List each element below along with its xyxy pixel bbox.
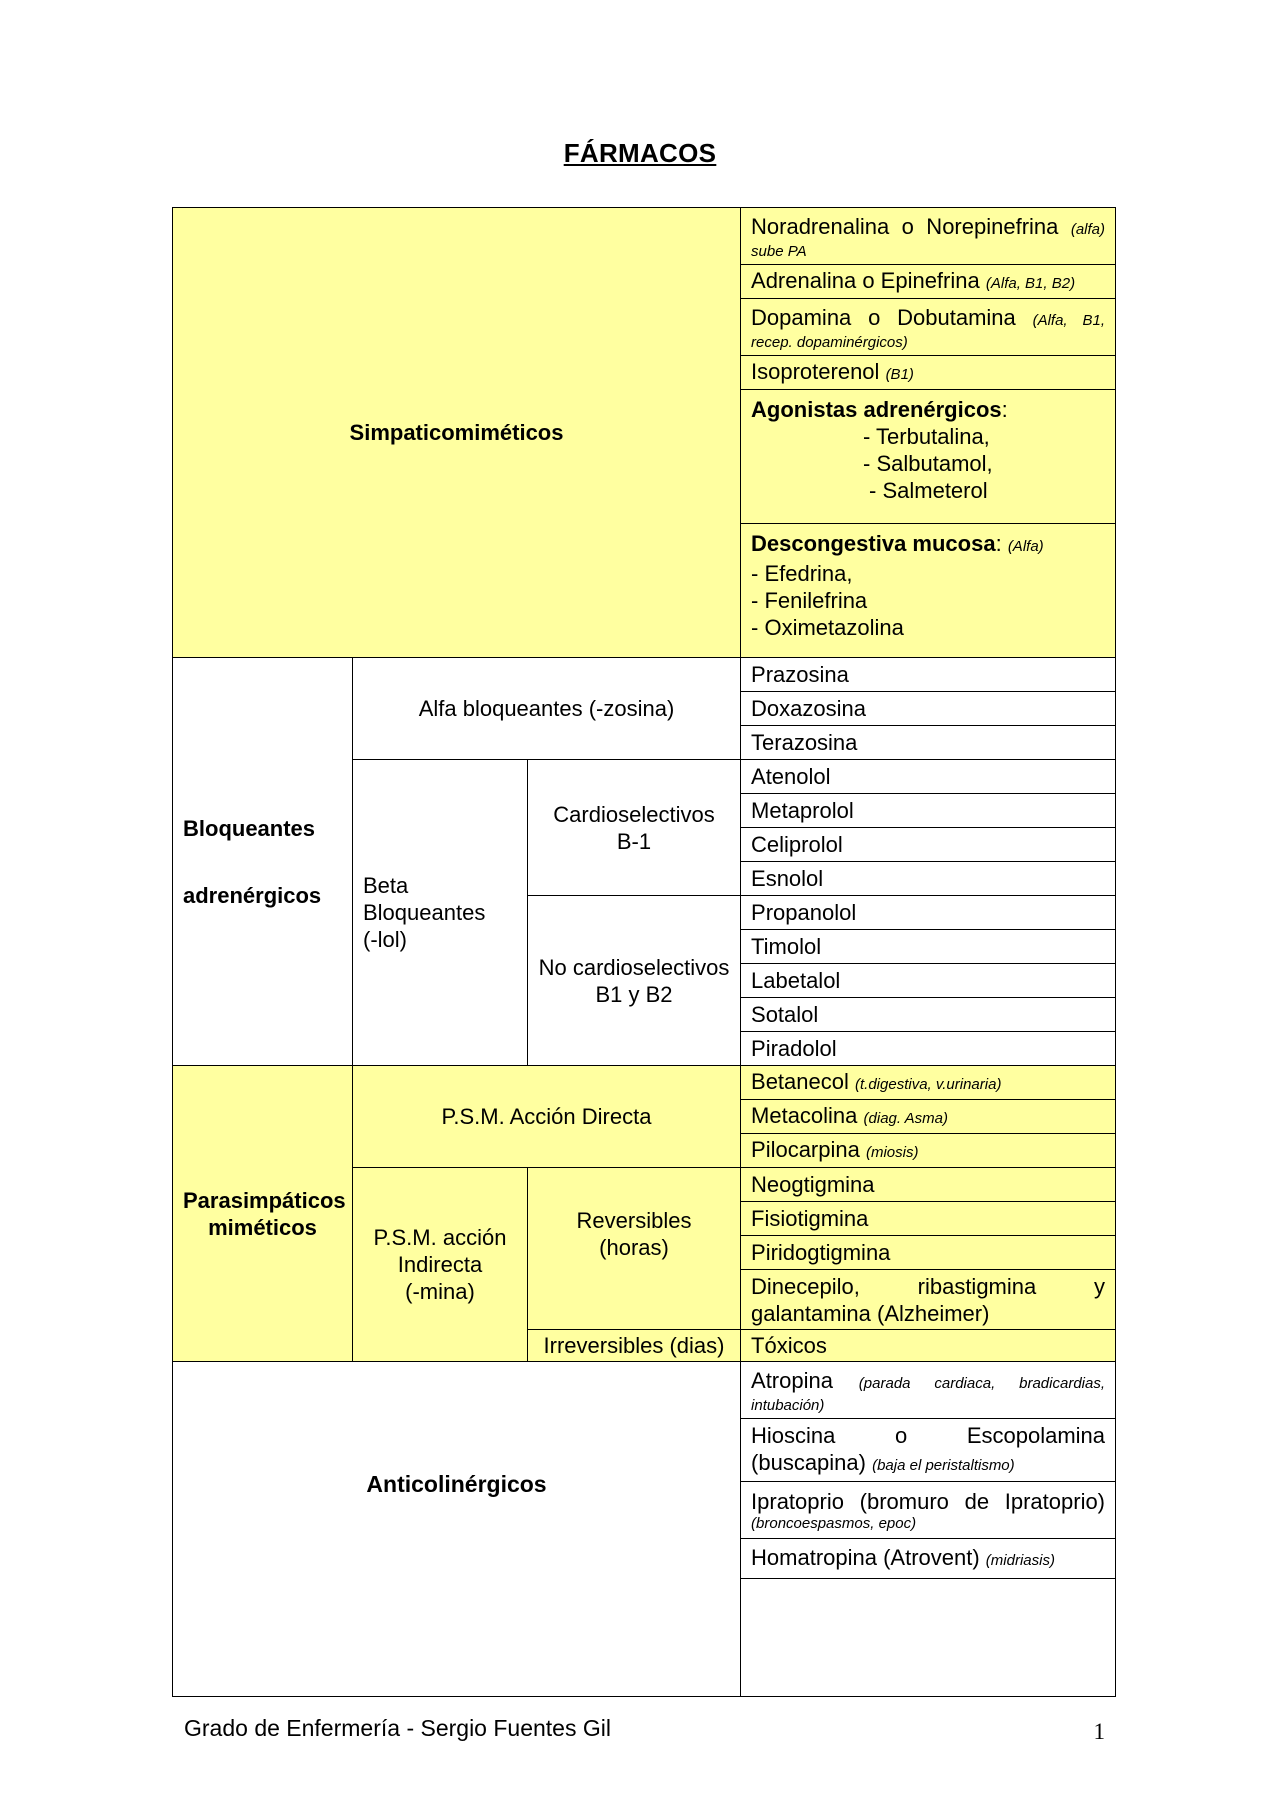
- group-bloqueantes: Bloqueantes adrenérgicos: [173, 658, 353, 1066]
- drug-item: Celiprolol: [741, 828, 1116, 862]
- page-title: FÁRMACOS: [563, 138, 717, 168]
- descongestiva-item: - Efedrina,: [751, 561, 853, 586]
- group-parasimpaticos: Parasimpáticos miméticos: [173, 1066, 353, 1362]
- drug-item: Sotalol: [741, 998, 1116, 1032]
- subgroup-beta-bloqueantes: Beta Bloqueantes (-lol): [353, 760, 528, 1066]
- drugs-table: [172, 207, 1116, 1697]
- drug-dopamina: Dopamina o Dobutamina (Alfa, B1, recep. dopaminérgicos): [741, 299, 1116, 356]
- drug-item: Fisiotigmina: [741, 1202, 1116, 1236]
- drug-descongestiva: Descongestiva mucosa: (Alfa) - Efedrina, - Fenilefrina - Oximetazolina: [741, 524, 1116, 658]
- drug-item: Piridogtigmina: [741, 1236, 1116, 1270]
- subgroup-alfa-bloqueantes: Alfa bloqueantes (-zosina): [353, 658, 741, 760]
- empty-cell: [741, 1579, 1116, 1697]
- subgroup-psm-directa: P.S.M. Acción Directa: [353, 1066, 741, 1168]
- drug-adrenalina: Adrenalina o Epinefrina (Alfa, B1, B2): [741, 265, 1116, 299]
- descongestiva-item: - Fenilefrina: [751, 588, 868, 613]
- drug-item: Terazosina: [741, 726, 1116, 760]
- drug-pilocarpina: Pilocarpina (miosis): [741, 1134, 1116, 1168]
- descongestiva-item: - Oximetazolina: [751, 615, 904, 640]
- drug-hioscina: Hioscina o Escopolamina (buscapina) (baja el peristaltismo): [741, 1419, 1116, 1482]
- footer-author: Grado de Enfermería - Sergio Fuentes Gil: [184, 1715, 611, 1741]
- agonistas-item: - Salbutamol,: [863, 451, 993, 476]
- drug-item: Propanolol: [741, 896, 1116, 930]
- drug-metacolina: Metacolina (diag. Asma): [741, 1100, 1116, 1134]
- drug-homatropina: Homatropina (Atrovent) (midriasis): [741, 1539, 1116, 1579]
- drug-dinecepilo: Dinecepilo, ribastigmina y galantamina (Alzheimer): [741, 1270, 1116, 1330]
- subgroup-no-cardioselectivos: No cardioselectivos B1 y B2: [528, 896, 741, 1066]
- drug-item: Atenolol: [741, 760, 1116, 794]
- drug-item: Tóxicos: [741, 1330, 1116, 1362]
- drug-betanecol: Betanecol (t.digestiva, v.urinaria): [741, 1066, 1116, 1100]
- agonistas-item: - Salmeterol: [869, 478, 988, 503]
- subgroup-psm-indirecta: P.S.M. acción Indirecta (-mina): [353, 1168, 528, 1362]
- drug-item: Neogtigmina: [741, 1168, 1116, 1202]
- drug-item: Labetalol: [741, 964, 1116, 998]
- drug-item: Piradolol: [741, 1032, 1116, 1066]
- drug-ipratoprio: Ipratoprio (bromuro de Ipratoprio) (broncoespasmos, epoc): [741, 1482, 1116, 1539]
- drug-isoproterenol: Isoproterenol (B1): [741, 356, 1116, 390]
- drug-agonistas-adrenergicos: Agonistas adrenérgicos: - Terbutalina, - Salbutamol, - Salmeterol: [741, 390, 1116, 524]
- drug-item: Timolol: [741, 930, 1116, 964]
- page-number: 1: [1093, 1719, 1105, 1744]
- group-simpaticomimeticos: Simpaticomiméticos: [173, 208, 741, 658]
- subgroup-irreversibles: Irreversibles (dias): [528, 1330, 741, 1362]
- agonistas-item: - Terbutalina,: [863, 424, 990, 449]
- drug-item: Doxazosina: [741, 692, 1116, 726]
- group-anticolinergicos: Anticolinérgicos: [173, 1362, 741, 1697]
- drug-item: Prazosina: [741, 658, 1116, 692]
- drug-noradrenalina: Noradrenalina o Norepinefrina (alfa) sube PA: [741, 208, 1116, 265]
- subgroup-reversibles: Reversibles (horas): [528, 1168, 741, 1330]
- drug-item: Esnolol: [741, 862, 1116, 896]
- drug-atropina: Atropina (parada cardiaca, bradicardias, intubación): [741, 1362, 1116, 1419]
- drug-item: Metaprolol: [741, 794, 1116, 828]
- subgroup-cardioselectivos: Cardioselectivos B-1: [528, 760, 741, 896]
